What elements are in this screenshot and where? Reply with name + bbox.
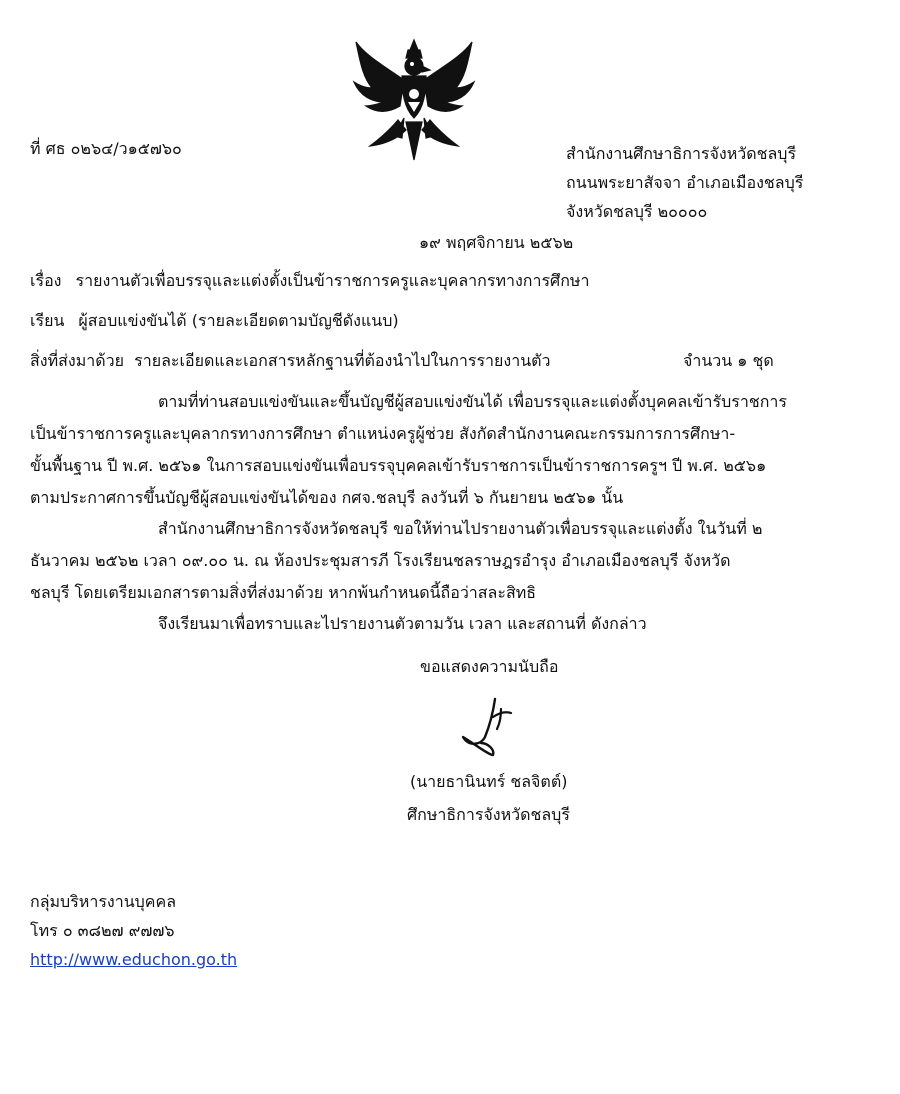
paragraph-line: เป็นข้าราชการครูและบุคลากรทางการศึกษา ตำแหน่งครูผู้ช่วย สังกัดสำนักงานคณะกรรมการการศึกษา- [30,424,736,443]
subject-text: รายงานตัวเพื่อบรรจุและแต่งตั้งเป็นข้าราชการครูและบุคลากรทางการศึกษา [75,271,590,290]
paragraph-line: สำนักงานศึกษาธิการจังหวัดชลบุรี ขอให้ท่านไปรายงานตัวเพื่อบรรจุและแต่งตั้ง ในวันที่ ๒ [158,519,763,538]
paragraph-line: ตามที่ท่านสอบแข่งขันและขึ้นบัญชีผู้สอบแข่งขันได้ เพื่อบรรจุและแต่งตั้งบุคคลเข้ารับราชการ [158,392,787,411]
office-address-line: สำนักงานศึกษาธิการจังหวัดชลบุรี [566,144,797,163]
office-address [566,139,803,226]
paragraph-line: จึงเรียนมาเพื่อทราบและไปรายงานตัวตามวัน เวลา และสถานที่ ดังกล่าว [158,614,647,633]
salutation-text: ผู้สอบแข่งขันได้ (รายละเอียดตามบัญชีดังแนบ) [78,311,399,330]
contact-block [30,887,237,974]
signer-title: ศึกษาธิการจังหวัดชลบุรี [407,805,570,824]
body-paragraph-1 [30,386,870,514]
paragraph-line: ขั้นพื้นฐาน ปี พ.ศ. ๒๕๖๑ ในการสอบแข่งขันเพื่อบรรจุบุคคลเข้ารับราชการเป็นข้าราชการครูฯ ปี พ.ศ. ๒๕๖๑ [30,456,767,475]
subject-line [30,271,589,292]
closing-paragraph [30,608,870,640]
body-paragraph-2 [30,513,870,609]
garuda-emblem-icon [348,36,480,166]
department-name: กลุ่มบริหารงานบุคคล [30,892,177,911]
paragraph-line: ชลบุรี โดยเตรียมเอกสารตามสิ่งที่ส่งมาด้วย หากพ้นกำหนดนี้ถือว่าสละสิทธิ [30,583,537,602]
signer-name: (นายธานินทร์ ชลจิตต์) [410,772,568,791]
enclosure-text: รายละเอียดและเอกสารหลักฐานที่ต้องนำไปในการรายงานตัว [134,351,551,370]
letter-date: ๑๙ พฤศจิกายน ๒๕๖๒ [419,233,574,252]
enclosure-label: สิ่งที่ส่งมาด้วย [30,351,124,370]
paragraph-line: ตามประกาศการขึ้นบัญชีผู้สอบแข่งขันได้ของ กศจ.ชลบุรี ลงวันที่ ๖ กันยายน ๒๕๖๑ นั้น [30,488,624,507]
signature-icon [455,693,525,763]
enclosure-line [30,351,551,372]
office-address-line: จังหวัดชลบุรี ๒๐๐๐๐ [566,202,708,221]
complimentary-close: ขอแสดงความนับถือ [420,657,559,676]
salutation-label: เรียน [30,311,65,330]
salutation-line [30,311,399,332]
paragraph-line: ธันวาคม ๒๕๖๒ เวลา ๐๙.๐๐ น. ณ ห้องประชุมสารภี โรงเรียนชลราษฎรอำรุง อำเภอเมืองชลบุรี จังหวัด [30,551,731,570]
subject-label: เรื่อง [30,271,62,290]
document-number: ที่ ศธ ๐๒๖๔/ว๑๕๗๖๐ [30,139,182,158]
office-address-line: ถนนพระยาสัจจา อำเภอเมืองชลบุรี [566,173,804,192]
enclosure-quantity: จำนวน ๑ ชุด [683,351,774,370]
website-link[interactable]: http://www.educhon.go.th [30,950,238,969]
phone-number: โทร ๐ ๓๘๒๗ ๙๗๗๖ [30,921,175,940]
